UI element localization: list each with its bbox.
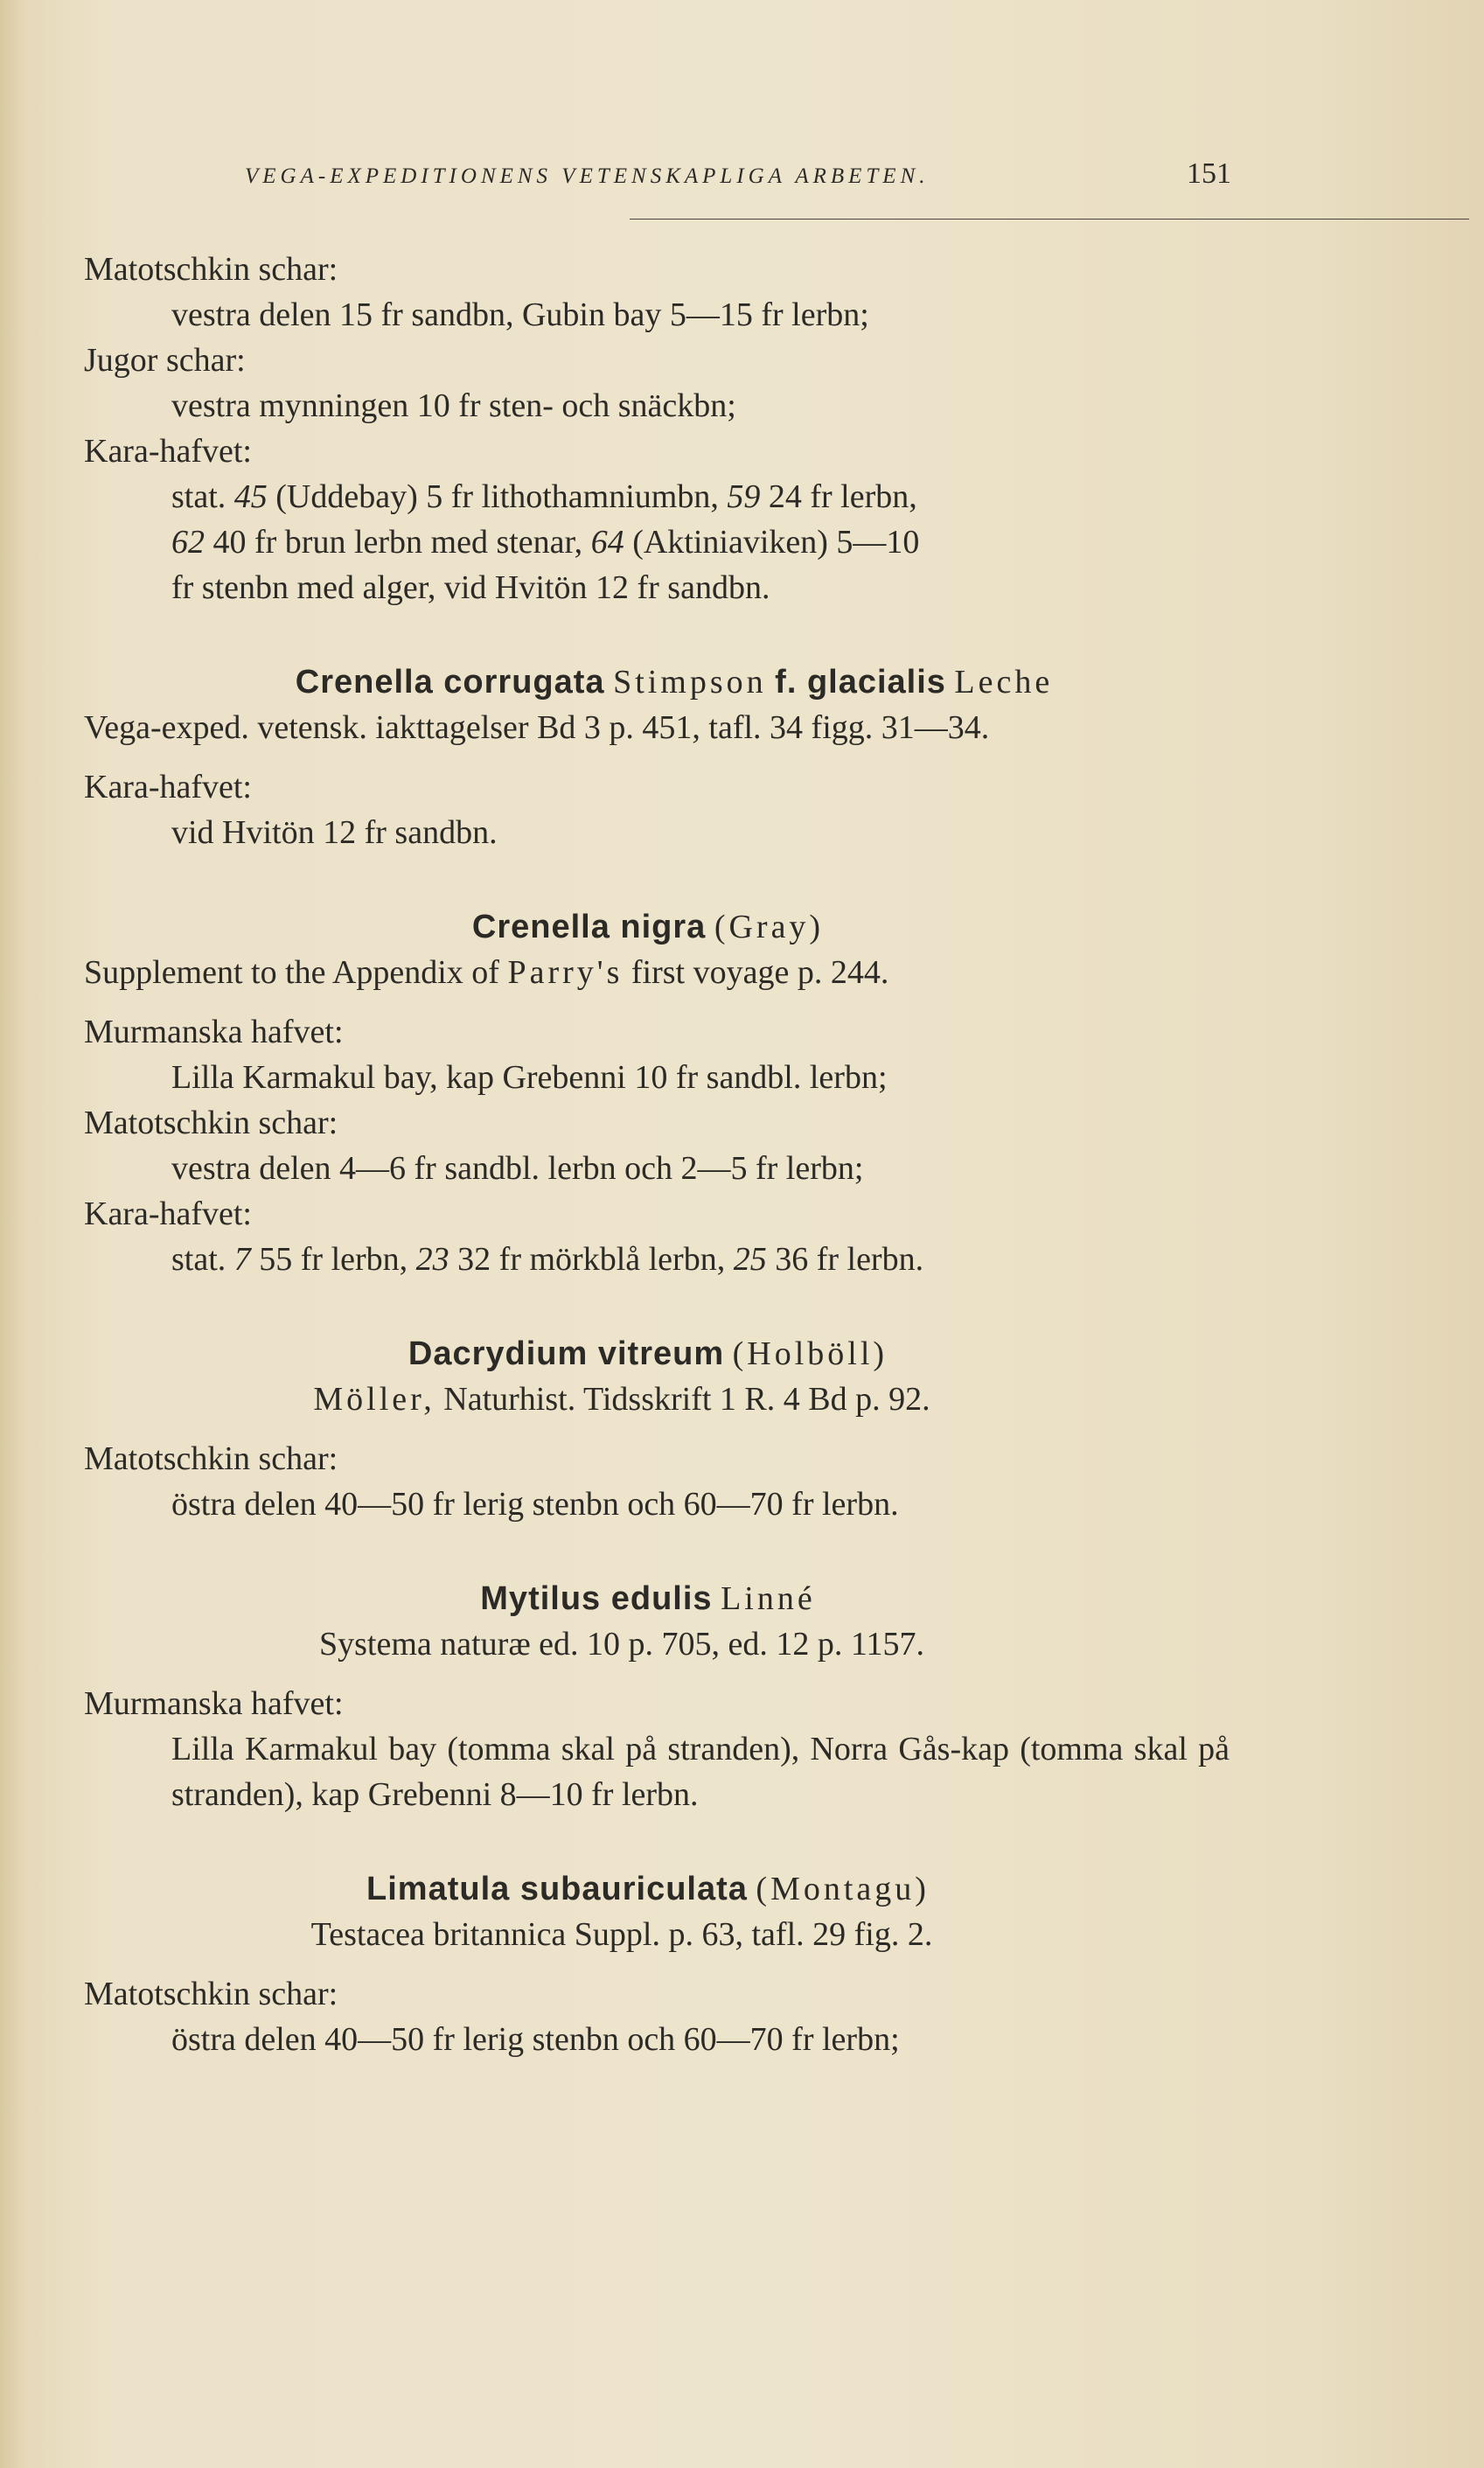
citation-author: Möller, (313, 1381, 435, 1418)
species-author: Stimpson (613, 664, 767, 701)
station-text: 55 fr lerbn, (259, 1241, 408, 1278)
species-entry-crenella-nigra (84, 904, 1238, 1282)
station-line (84, 474, 1238, 519)
citation-text: Supplement to the Appendix of (84, 954, 499, 991)
locality-text: vestra mynningen 10 fr sten- och snäckbn; (171, 387, 736, 424)
species-name: Dacrydium vitreum (408, 1335, 725, 1372)
running-title: VEGA-EXPEDITIONENS VETENSKAPLIGA ARBETEN. (245, 164, 930, 188)
station-number: 64 (590, 524, 624, 561)
station-prefix: stat. (171, 1241, 226, 1278)
species-entry-mytilus-edulis (84, 1576, 1238, 1817)
station-text: 32 fr mörkblå lerbn, (457, 1241, 726, 1278)
citation: Testacea britannica Suppl. p. 63, tafl. 29 fig. 2. (310, 1916, 933, 1953)
station-number: 25 (733, 1241, 767, 1278)
station-text: 24 fr lerbn, (768, 478, 917, 515)
station-prefix: stat. (171, 478, 226, 515)
region-label: Kara-hafvet: (84, 433, 252, 470)
species-entry-limatula-subauriculata (84, 1866, 1238, 2062)
citation: Systema naturæ ed. 10 p. 705, ed. 12 p. 1157. (318, 1626, 924, 1663)
locality-text: Lilla Karmakul bay (tomma skal på stranden), Norra Gås-kap (tomma skal på stranden), kap Grebenni 8—10 fr lerbn. (171, 1731, 1230, 1813)
citation-text: first voyage p. 244. (631, 954, 889, 991)
station-text: (Uddebay) 5 fr lithothamniumbn, (275, 478, 719, 515)
citation (84, 950, 1238, 995)
region-label: Matotschkin schar: (84, 251, 338, 288)
region-label: Matotschkin schar: (84, 1105, 338, 1141)
station-text: (Aktiniaviken) 5—10 (632, 524, 920, 561)
species-name: Crenella nigra (471, 909, 707, 945)
station-number: 45 (233, 478, 268, 515)
region-label: Jugor schar: (84, 342, 246, 379)
species-entry-crenella-corrugata (84, 659, 1238, 855)
locality-text: östra delen 40—50 fr lerig stenbn och 60—70 fr lerbn. (171, 1486, 899, 1523)
region-label: Matotschkin schar: (84, 1976, 338, 2012)
station-text: 36 fr lerbn. (775, 1241, 924, 1278)
station-number: 7 (233, 1241, 251, 1278)
locality-text: vid Hvitön 12 fr sandbn. (171, 814, 498, 851)
station-number: 62 (171, 524, 205, 561)
species-author: (Holböll) (732, 1335, 888, 1372)
region-label: Murmanska hafvet: (84, 1014, 344, 1050)
species-name: Limatula subauriculata (366, 1871, 748, 1907)
species-heading (84, 1576, 1238, 1621)
station-line: fr stenbn med alger, vid Hvitön 12 fr sandbn. (171, 569, 770, 606)
citation: Vega-exped. vetensk. iakttagelser Bd 3 p. 451, tafl. 34 figg. 31—34. (84, 709, 990, 746)
station-line (84, 1237, 1238, 1282)
page-header (245, 157, 1231, 217)
species-heading (84, 904, 1238, 950)
region-label: Kara-hafvet: (84, 769, 252, 805)
species-entry-dacrydium-vitreum (84, 1331, 1238, 1527)
species-author: (Montagu) (756, 1871, 930, 1907)
station-line (84, 519, 1238, 565)
citation-text: Naturhist. Tidsskrift 1 R. 4 Bd p. 92. (443, 1381, 930, 1418)
station-number: 59 (727, 478, 761, 515)
species-name: Mytilus edulis (480, 1580, 713, 1617)
citation (84, 1377, 1238, 1422)
form-name: f. glacialis (775, 664, 946, 701)
species-name: Crenella corrugata (295, 664, 605, 701)
region-label: Matotschkin schar: (84, 1440, 338, 1477)
species-heading (84, 659, 1238, 705)
locality-text: vestra delen 4—6 fr sandbl. lerbn och 2—5 fr lerbn; (171, 1150, 864, 1187)
species-author: Linné (721, 1580, 816, 1617)
locality-text: östra delen 40—50 fr lerig stenbn och 60—70 fr lerbn; (171, 2021, 900, 2058)
station-number: 23 (415, 1241, 449, 1278)
locality-text: Lilla Karmakul bay, kap Grebenni 10 fr sandbl. lerbn; (171, 1059, 888, 1096)
header-rule (630, 219, 1469, 220)
station-text: 40 fr brun lerbn med stenar, (212, 524, 583, 561)
locality-block-top (84, 247, 1238, 610)
form-author: Leche (954, 664, 1054, 701)
species-author: (Gray) (714, 909, 825, 945)
page-number: 151 (1187, 157, 1231, 190)
region-label: Murmanska hafvet: (84, 1685, 344, 1722)
species-heading (84, 1866, 1238, 1912)
citation-author: Parry's (507, 954, 624, 991)
region-label: Kara-hafvet: (84, 1196, 252, 1232)
locality-text: vestra delen 15 fr sandbn, Gubin bay 5—15 fr lerbn; (171, 296, 869, 333)
page-content (84, 247, 1238, 2062)
species-heading (84, 1331, 1238, 1377)
